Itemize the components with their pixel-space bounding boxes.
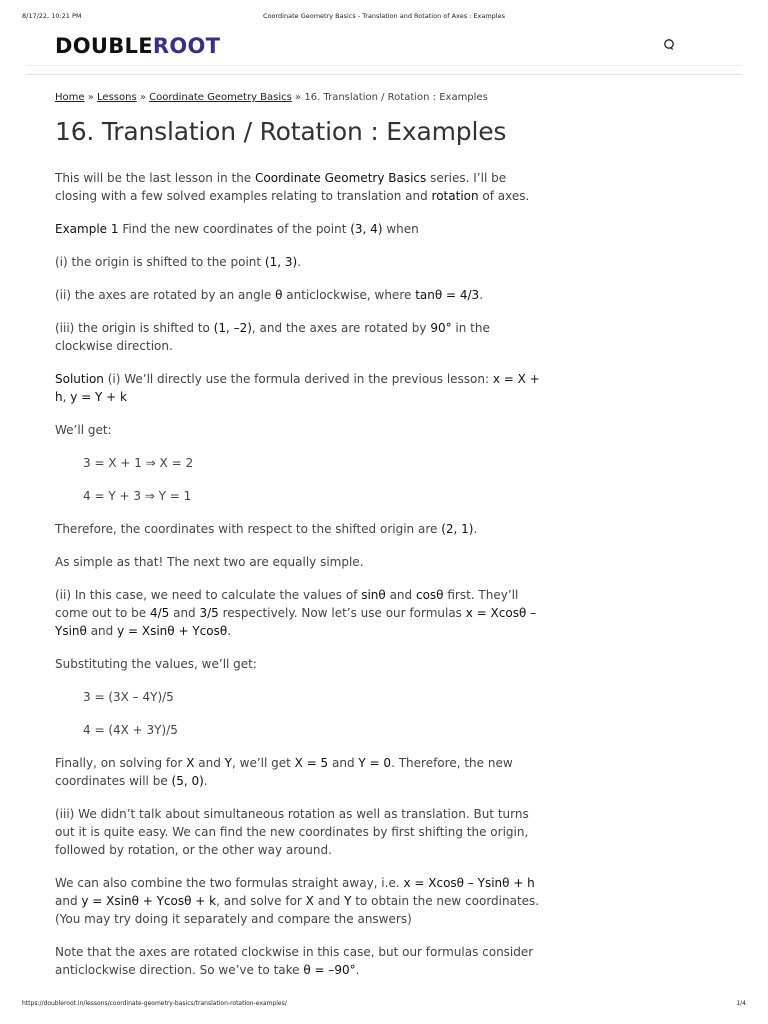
text: (ii) the axes are rotated by an angle (55, 288, 276, 302)
text: and (194, 756, 225, 770)
solution-part-i (55, 370, 547, 406)
text: . (355, 963, 360, 977)
text: , and the axes are rotated by (251, 321, 431, 335)
print-url: https://doubleroot.in/lessons/coordinate-geometry-basics/translation-rotation-examples/ (22, 1000, 287, 1007)
example-1-statement (55, 220, 547, 238)
point: (5, 0) (171, 774, 204, 788)
text: , (62, 390, 71, 404)
series-link[interactable]: Coordinate Geometry Basics (255, 171, 427, 185)
text: first. They’ll come out to be (55, 588, 519, 620)
math: tanθ = 4/3 (415, 288, 480, 302)
math: Y = 0 (358, 756, 392, 770)
point: (2, 1) (441, 522, 474, 536)
example-label: Example 1 (55, 222, 119, 236)
header-divider (26, 65, 742, 66)
text: This will be the last lesson in the (55, 171, 255, 185)
equation: 4 = (4X + 3Y)/5 (83, 723, 178, 737)
math: θ = –90° (303, 963, 356, 977)
text: . Therefore, the new coordinates will be (55, 756, 513, 788)
text: respectively. Now let’s use our formulas (218, 606, 466, 620)
print-datetime: 8/17/22, 10:21 PM (22, 12, 82, 20)
site-logo[interactable] (55, 34, 220, 58)
text: . (203, 774, 208, 788)
note-paragraph (55, 943, 547, 979)
breadcrumb (55, 92, 547, 103)
math: X = 5 (294, 756, 329, 770)
breadcrumb-lessons[interactable]: Lessons (97, 92, 137, 103)
point: (3, 4) (350, 222, 383, 236)
text: (iii) the origin is shifted to (55, 321, 214, 335)
math: x = Xcosθ – Ysinθ + h (403, 876, 535, 890)
solution-label: Solution (55, 372, 104, 386)
text: Find the new coordinates of the point (118, 222, 351, 236)
equation: 3 = (3X – 4Y)/5 (83, 690, 174, 704)
text: and (313, 894, 345, 908)
text: . (227, 624, 232, 638)
text: Finally, on solving for (55, 756, 187, 770)
logo-part-root: ROOT (152, 34, 221, 58)
text: and (86, 624, 118, 638)
equation: 3 = X + 1 ⇒ X = 2 (83, 456, 194, 470)
math: 3/5 (199, 606, 219, 620)
math: cosθ (415, 588, 444, 602)
math: 4/5 (149, 606, 170, 620)
page-title: 16. Translation / Rotation : Examples (55, 117, 507, 146)
search-icon[interactable] (662, 38, 676, 52)
article (55, 92, 547, 994)
point: (1, –2) (213, 321, 252, 335)
intro-paragraph (55, 169, 547, 205)
well-get: We’ll get: (55, 423, 112, 437)
breadcrumb-coordinate-geometry-basics[interactable]: Coordinate Geometry Basics (149, 92, 292, 103)
breadcrumb-sep: » (84, 92, 98, 103)
text: of axes. (478, 189, 530, 203)
breadcrumb-sep: » (291, 92, 305, 103)
simple-paragraph: As simple as that! The next two are equally simple. (55, 555, 364, 569)
math: y = Xsinθ + Ycosθ + k (81, 894, 217, 908)
solution-part-iii: (iii) We didn’t talk about simultaneous rotation as well as translation. But turns out it is quite easy. We can find the new coordinates by first shifting the origin, followed by rotation, or the other way around. (55, 807, 529, 857)
math: x = X + h (55, 372, 540, 404)
text: and (55, 894, 82, 908)
pdf-print-header (22, 12, 746, 22)
text: when (382, 222, 419, 236)
text: series. I’ll be closing with a few solved examples relating to translation and (55, 171, 507, 203)
text: (ii) In this case, we need to calculate the values of (55, 588, 362, 602)
text: . (473, 522, 478, 536)
math: X (305, 894, 314, 908)
text: and (169, 606, 200, 620)
text: . (297, 255, 302, 269)
combine-paragraph (55, 874, 547, 928)
math: 90° (430, 321, 452, 335)
math: y = Y + k (70, 390, 127, 404)
text: . (479, 288, 484, 302)
site-header (26, 32, 742, 75)
text: and (385, 588, 416, 602)
therefore-paragraph (55, 520, 547, 538)
breadcrumb-home[interactable]: Home (55, 92, 85, 103)
point: (1, 3) (264, 255, 298, 269)
finally-paragraph (55, 754, 547, 790)
math: Y (224, 756, 232, 770)
substituting: Substituting the values, we’ll get: (55, 657, 257, 671)
text: , and solve for (216, 894, 306, 908)
text: (i) the origin is shifted to the point (55, 255, 265, 269)
math: x = Xcosθ – Ysinθ (55, 606, 537, 638)
text: (i) We’ll directly use the formula derived in the previous lesson: (103, 372, 493, 386)
rotation-link[interactable]: rotation (431, 189, 479, 203)
text: , we’ll get (232, 756, 295, 770)
breadcrumb-sep: » (136, 92, 150, 103)
solution-part-ii (55, 586, 547, 640)
print-page-number: 1/4 (736, 1000, 746, 1007)
breadcrumb-current: 16. Translation / Rotation : Examples (304, 92, 488, 103)
text: Note that the axes are rotated clockwise in this case, but our formulas consider anticlockwise direction. So we’ve to take (55, 945, 534, 977)
math: X (186, 756, 195, 770)
case-ii (55, 286, 547, 304)
case-i (55, 253, 547, 271)
text: We can also combine the two formulas straight away, i.e. (55, 876, 404, 890)
case-iii (55, 319, 547, 355)
text: Therefore, the coordinates with respect to the shifted origin are (55, 522, 442, 536)
logo-part-double: DOUBLE (55, 34, 153, 58)
print-page-title: Coordinate Geometry Basics - Translation and Rotation of Axes : Examples (263, 12, 505, 20)
pdf-print-footer (22, 1000, 746, 1010)
math: sinθ (361, 588, 386, 602)
math: θ (275, 288, 283, 302)
text: and (328, 756, 359, 770)
equation: 4 = Y + 3 ⇒ Y = 1 (83, 489, 192, 503)
text: to obtain the new coordinates. (You may try doing it separately and compare the answers) (55, 894, 540, 926)
text: anticlockwise, where (282, 288, 416, 302)
text: in the clockwise direction. (55, 321, 490, 353)
math: y = Xsinθ + Ycosθ (117, 624, 228, 638)
math: Y (344, 894, 352, 908)
